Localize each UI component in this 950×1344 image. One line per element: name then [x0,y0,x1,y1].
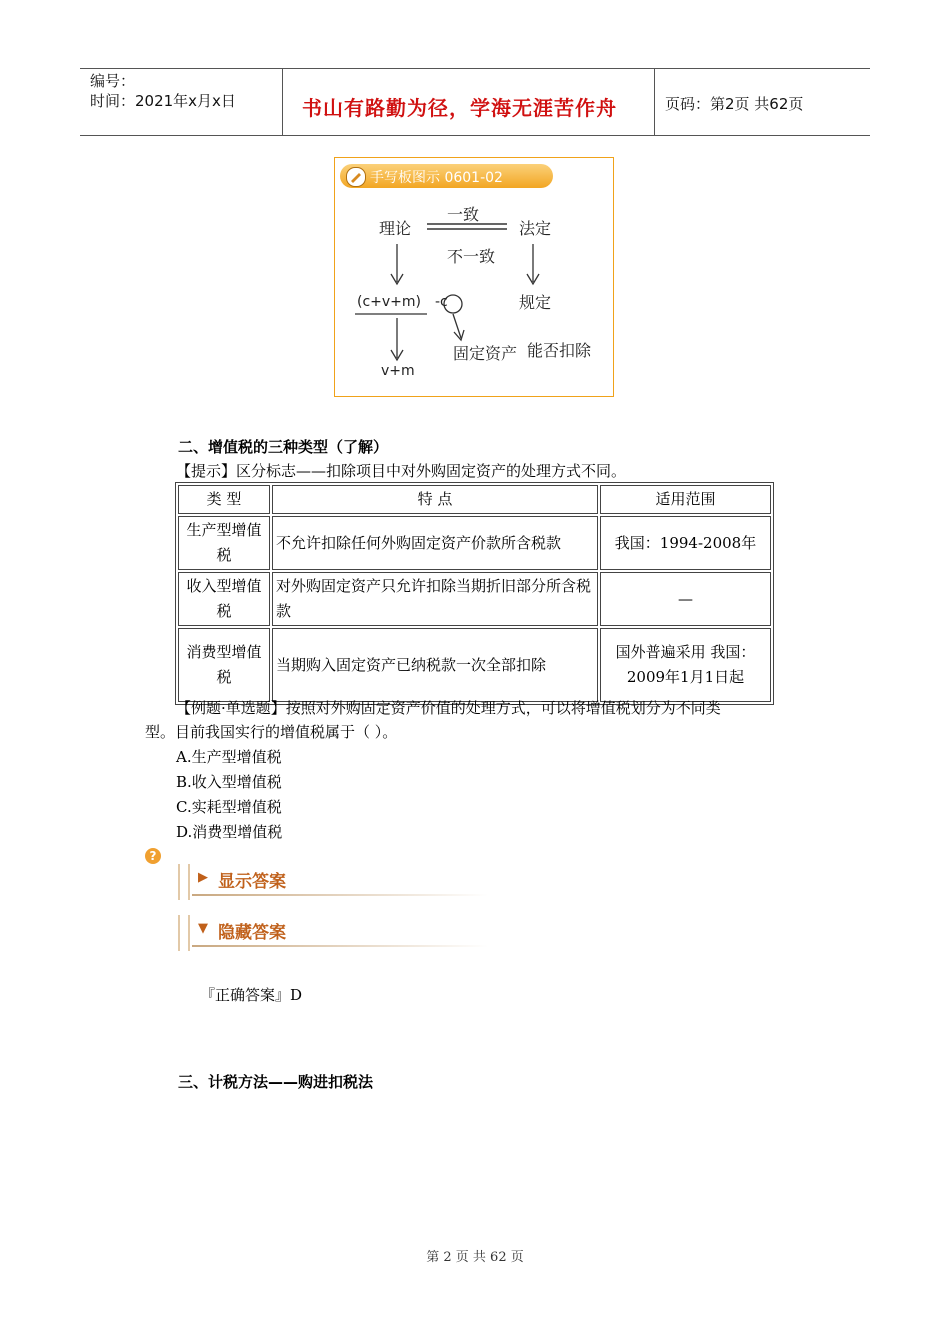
option-d: D.消费型增值税 [176,823,283,841]
figure-theory: 理论 [379,219,412,238]
correct-answer: 『正确答案』D [200,986,303,1004]
table-cell-scope: — [600,572,771,626]
button-bars [178,915,190,951]
table-cell-scope: 国外普遍采用 我国：2009年1月1日起 [600,628,771,702]
button-underline [192,894,488,896]
button-bars [178,864,190,900]
show-answer-button[interactable] [178,864,488,900]
figure-title: 手写板图示 0601-02 [370,170,503,186]
header-motto: 书山有路勤为径，学海无涯苦作舟 [302,96,617,120]
figure-fixed-assets: 固定资产 [453,344,518,363]
option-b: B.收入型增值税 [176,773,282,791]
table-header-scope: 适用范围 [600,485,771,514]
hide-answer-button[interactable] [178,915,488,951]
table-header-row [178,485,771,514]
question-line-2: 型。目前我国实行的增值税属于（ ）。 [145,723,398,741]
table-cell-feature: 对外购固定资产只允许扣除当期折旧部分所含税款 [272,572,598,626]
table-cell-feature: 当期购入固定资产已纳税款一次全部扣除 [272,628,598,702]
figure-deductible: 能否扣除 [527,341,592,360]
option-c: C.实耗型增值税 [176,798,282,816]
question-line-1: 【例题·单选题】按照对外购固定资产价值的处理方式，可以将增值税划分为不同类 [176,699,721,717]
table-cell-type: 生产型增值税 [178,516,270,570]
help-icon: ? [145,848,161,864]
figure-regulation: 规定 [519,293,552,312]
header-divider-right [654,68,655,136]
figure-law: 法定 [519,219,552,238]
table-cell-type: 收入型增值税 [178,572,270,626]
table-cell-scope: 我国：1994-2008年 [600,516,771,570]
figure-vm: v+m [381,363,415,379]
arrow-right-icon: ▶ [198,870,208,885]
table-header-type: 类 型 [178,485,270,514]
show-answer-label: 显示答案 [218,872,286,892]
option-a: A.生产型增值税 [176,748,282,766]
button-underline [192,945,488,947]
section2-hint: 【提示】区分标志——扣除项目中对外购固定资产的处理方式不同。 [176,462,627,480]
figure-formula: (c+v+m) [357,294,422,310]
figure-inconsistent: 不一致 [447,247,496,266]
table-header-feature: 特 点 [272,485,598,514]
table-cell-type: 消费型增值税 [178,628,270,702]
header-number-label: 编号： [90,72,136,90]
vat-types-table [175,482,774,705]
table-cell-feature: 不允许扣除任何外购固定资产价款所含税款 [272,516,598,570]
handwriting-figure [334,157,614,397]
section3-heading: 三、计税方法——购进扣税法 [178,1073,374,1091]
figure-minus-c: -c [435,294,448,310]
hide-answer-label: 隐藏答案 [218,923,286,943]
header-bottom-rule [80,135,870,136]
arrow-down-icon: ▼ [198,921,208,936]
page-footer: 第 2 页 共 62 页 [426,1250,524,1265]
figure-consistent: 一致 [447,205,480,224]
header-time-label: 时间：2021年x月x日 [90,92,236,110]
header-page-info: 页码：第2页 共62页 [665,95,804,113]
table-row [178,628,771,702]
header-divider-left [282,68,283,136]
header-top-rule [80,68,870,69]
table-row [178,516,771,570]
table-row [178,572,771,626]
section2-heading: 二、增值税的三种类型（了解） [178,438,389,456]
